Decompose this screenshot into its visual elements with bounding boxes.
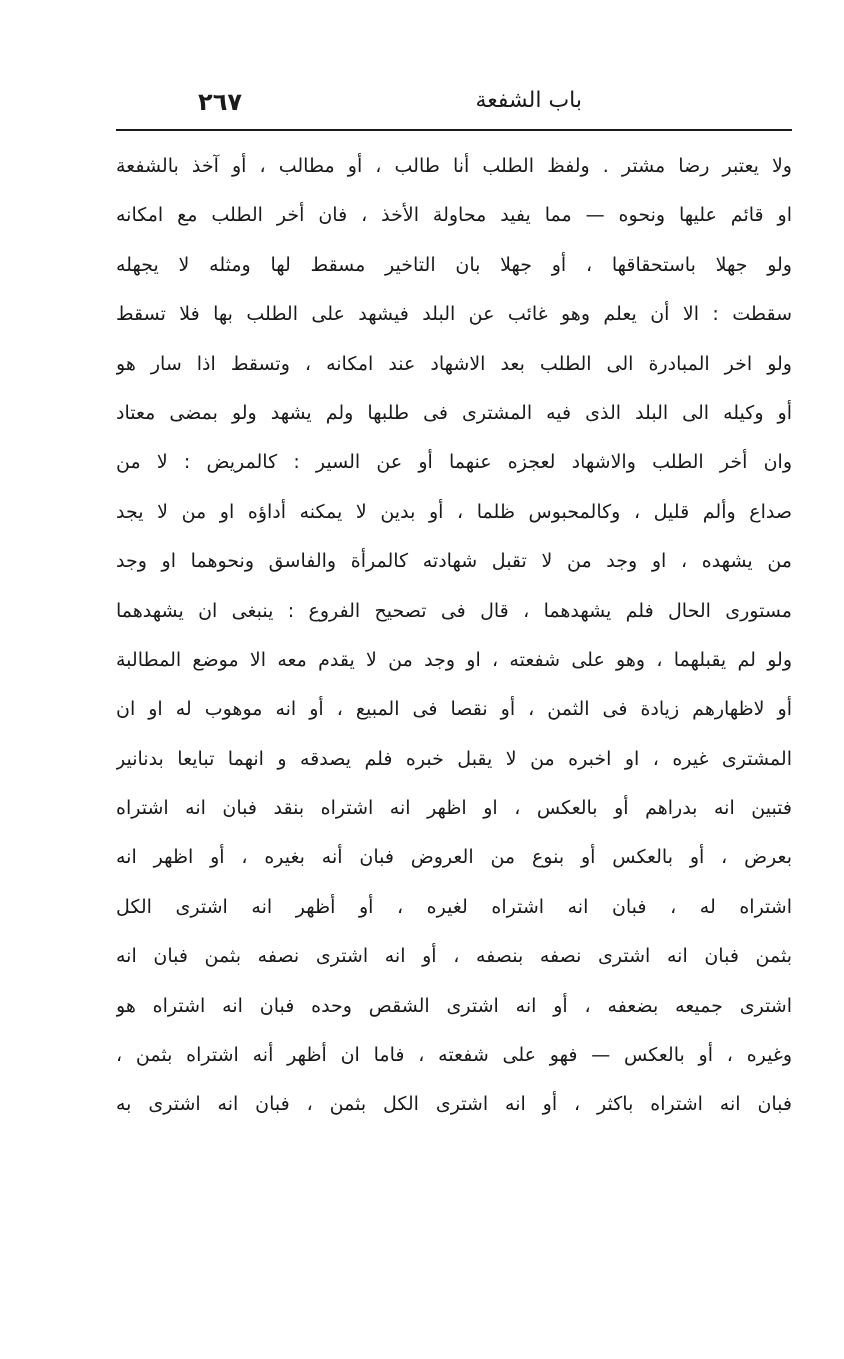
text-line: اشتراه له ، فبان انه اشتراه لغيره ، أو أظهر انه اشترى الكل	[116, 895, 792, 918]
header-rule	[116, 129, 792, 131]
text-line: ولو جهلا باستحقاقها ، أو جهلا بان التاخير مسقط لها ومثله لا يجهله	[116, 253, 792, 276]
text-line: المشترى غيره ، او اخبره من لا يقبل خبره فلم يصدقه و انهما تبايعا بدنانير	[116, 747, 792, 770]
text-line: وان أخر الطلب والاشهاد لعجزه عنهما أو عن السير : كالمريض : لا من	[116, 451, 792, 474]
running-title: باب الشفعة	[475, 88, 582, 113]
text-line: اشترى جميعه بضعفه ، أو انه اشترى الشقص وحده فبان انه اشتراه هو	[116, 994, 792, 1017]
text-line: ولو لم يقبلهما ، وهو على شفعته ، او وجد من لا يقدم معه الا موضع المطالبة	[116, 648, 792, 671]
text-line: فبان انه اشتراه باكثر ، أو انه اشترى الكل بثمن ، فبان انه اشترى به	[116, 1093, 792, 1116]
text-line: ولا يعتبر رضا مشتر . ولفظ الطلب أنا طالب ، أو مطالب ، أو آخذ بالشفعة	[116, 155, 792, 177]
text-line: وغيره ، أو بالعكس — فهو على شفعته ، فاما ان أظهر أنه اشتراه بثمن ،	[116, 1044, 792, 1067]
text-line: بثمن فبان انه اشترى نصفه بنصفه ، أو انه اشترى نصفه بثمن فبان انه	[116, 945, 792, 968]
text-line: أو وكيله الى البلد الذى فيه المشترى فى طلبها ولم يشهد ولو بمضى معتاد	[116, 401, 792, 424]
text-line: فتبين انه بدراهم أو بالعكس ، او اظهر انه اشتراه بنقد فبان انه اشتراه	[116, 797, 792, 820]
text-line: بعرض ، أو بالعكس أو بنوع من العروض فبان أنه بغيره ، أو اظهر انه	[116, 846, 792, 869]
page-header	[118, 84, 790, 124]
text-line: او قائم عليها ونحوه — مما يفيد محاولة الأخذ ، فان أخر الطلب مع امكانه	[116, 204, 792, 227]
page-number: ٢٦٧	[198, 88, 242, 116]
text-line: أو لاظهارهم زيادة فى الثمن ، أو نقصا فى المبيع ، أو انه موهوب له او ان	[116, 698, 792, 721]
text-line: مستورى الحال فلم يشهدهما ، قال فى تصحيح الفروع : ينبغى ان يشهدهما	[116, 599, 792, 622]
text-line: صداع وألم قليل ، وكالمحبوس ظلما ، أو بدين لا يمكنه أداؤه او من لا يجد	[116, 500, 792, 523]
body-text	[116, 142, 792, 1130]
text-line: سقطت : الا أن يعلم وهو غائب عن البلد فيشهد على الطلب بها فلا تسقط	[116, 303, 792, 326]
text-line: من يشهده ، او وجد من لا تقبل شهادته كالمرأة والفاسق ونحوهما او وجد	[116, 550, 792, 573]
text-line: ولو اخر المبادرة الى الطلب بعد الاشهاد عند امكانه ، وتسقط اذا سار هو	[116, 352, 792, 375]
